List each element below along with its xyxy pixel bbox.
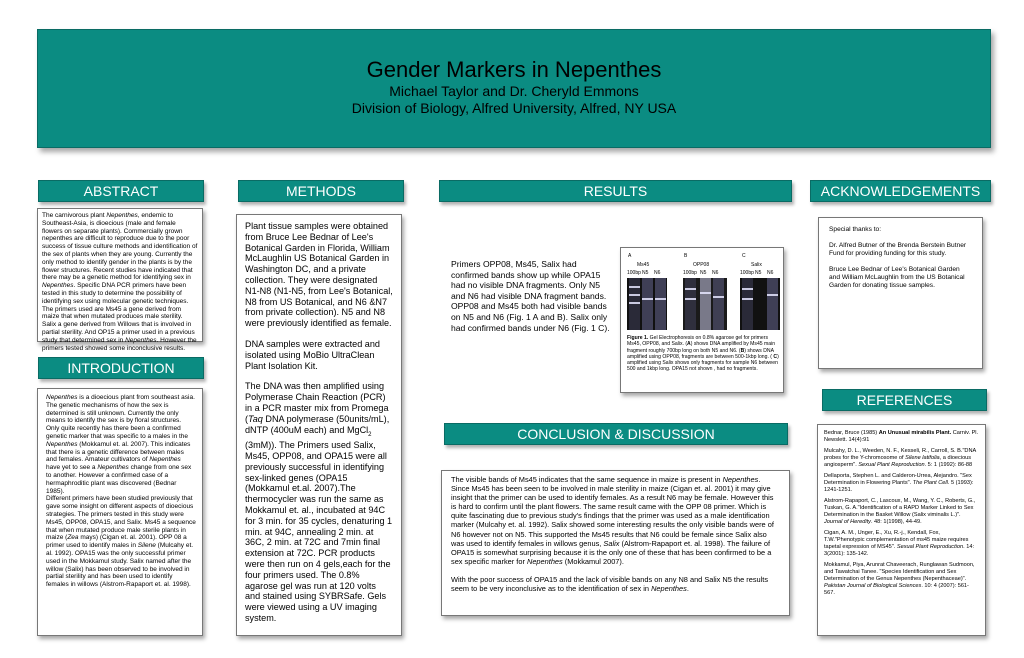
panel-c-ladder: 100bp xyxy=(740,270,754,276)
methods-p1: Plant tissue samples were obtained from Bruce Lee Bednar of Lee's Botanical Garden in Florida, William McLaughlin US Botanical Garden in Washington DC, and a private collection. They were designated N1-N8 (N1-N5, from Lee's Botanical, N8 from US Botanical, and N6 &N7 from private collection). N5 and N8 were previously identified as female. xyxy=(245,221,393,329)
conclusion-heading: CONCLUSION & DISCUSSION xyxy=(444,423,788,445)
ack-thanks: Special thanks to: xyxy=(829,226,882,233)
conclusion-box xyxy=(441,470,790,616)
introduction-p1: Nepenthes is a dioecious plant from southeast asia. The genetic mechanisms of how the sex is determined is still unknown. Currently the only means to identify the sex is by floral structures. Only quite recently has there been a confirmed genetic marker that was specific to a males in the Nepenthes (Mokkamul et. al. 2007). This indicates that there is a genetic difference between males and females. Amateur cultivators of Nepenthes have yet to see a Nepenthes change from one sex to another. However a confirmed case of a hermaphroditic plant was discovered (Bednar 1985). xyxy=(46,394,195,495)
panel-b-ladder: 100bp xyxy=(683,270,697,276)
panel-c-n5: N5 xyxy=(755,270,762,276)
poster-title: Gender Markers in Nepenthes xyxy=(366,57,662,82)
methods-p2: DNA samples were extracted and isolated using MoBio UltraClean Plant Isolation Kit. xyxy=(245,338,380,371)
reference-6: Mokkamul, Piya, Arunrat Chaveerach, Runglawan Sudmoon, and Tawatchai Tanee. "Species Identification and Sex Determination of the Genus Nepenthes (Nepenthaceae)". Pakistan Journal of Biological Sciences. 10: 4 (2007): 561-567. xyxy=(824,562,975,596)
reference-2: Mulcahy, D. L., Weeden, N. F., Kesseli, R., Carroll, S. B."DNA probes for the Y-chromosome of Silene latifolia, a dioecious angiosperm". Sexual Plant Reproduction. 5: 1 (1992): 86-88 xyxy=(824,448,976,468)
gel-image-salix xyxy=(740,278,780,330)
panel-b-letter: B xyxy=(684,253,688,259)
reference-3: Dellaporta, Stephen L. and Calderon-Urrea, Alejandro. "Sex Determination in Flowering Plants". The Plant Cell. 5 (1993): 1241-1251. xyxy=(824,473,974,493)
conclusion-p1: The visible bands of Ms45 indicates that the same sequence in maize is present in Nepenthes. Since Ms45 has been seen to be involved in male sterility in maize (Cigan et. al. 2001) it may give insight that the primer can be used to identify females. As a result N6 may be female. However this is hard to confirm until the plant flowers. The same result came with the OPP 08 primer. Which is quite fascinating due to previous study's findings that the primer was used as a male identification marker (Mulcahy et. al. 1992). Salix showed some interesting results the only visible bands were of N6 however not on N5. This supported the Ms45 results that N6 could be female since Salix also was used to identify females in willows genus, Salix (Alstrom-Rapaport et. al. 1998). The failure of OPA15 is somewhat surprising because it is the only one of these that has been confirmed to be a sex specific marker for Nepenthes (Mokkamul 2007). xyxy=(451,475,774,566)
panel-b-n6: N6 xyxy=(712,270,719,276)
methods-heading: METHODS xyxy=(238,180,404,202)
gel-image-ms45 xyxy=(627,278,667,330)
introduction-heading: INTRODUCTION xyxy=(38,357,204,379)
poster-affiliation: Division of Biology, Alfred University, Alfred, NY USA xyxy=(351,100,677,116)
introduction-p2: Different primers have been studied previously that gave some insight on different aspects of dioecious strategies. The primers tested in this study were Ms45, OPP08, OPA15, and Salix. Ms45 a sequence that when mutated produce male sterile plants in maize (Zea mays) (Cigan et. al. 2001). OPP 08 a primer used to identify males in Silene (Mulcahy et. al. 1992). OPA15 was the only successful primer used in the Mokkamul study. Salix named after the willow (Salix) has been observed to be involved in partial sterility and has been used to identify females in willows (Alstrom-Rapaport et. al. 1998). xyxy=(46,495,196,589)
panel-c-primer: Salix xyxy=(751,262,762,268)
panel-a-n6: N6 xyxy=(654,270,661,276)
panel-c-n6: N6 xyxy=(767,270,774,276)
acknowledgements-box xyxy=(818,217,983,369)
panel-a-ladder: 100bp xyxy=(627,270,641,276)
conclusion-p2: With the poor success of OPA15 and the lack of visible bands on any N8 and Salix N5 the results seem to be very inconclusive as to the identification of sex in Nepenthes. xyxy=(451,574,769,594)
methods-box xyxy=(236,214,402,636)
poster-header xyxy=(37,29,991,148)
panel-a-letter: A xyxy=(628,253,632,259)
ack-p1: Dr. Alfred Butner of the Brenda Berstein Butner Fund for providing funding for this study. xyxy=(829,242,967,257)
panel-a-n5: N5 xyxy=(642,270,649,276)
methods-p3: The DNA was then amplified using Polymerase Chain Reaction (PCR) in a PCR master mix from Promega (Taq DNA polymerase (50units/mL), dNTP (400uM each) and MgCl$_2$ (3mM)). The Primers used Salix, Ms45, OPP08, and OPA15 were all previously successful in identifying sex-linked genes (OPA15 (Mokkamul et.al. 2007).The thermocycler was run the same as Mokkamul et. al., incubated at 94C for 3 min. for 35 cycles, denaturing 1 min. at 94C, annealing 2 min. at 36C, 2 min. at 72C and 7min final extension at 72C. PCR products were then run on 4 gels,each for the four primers used. The 0.8% agarose gel was run at 120 volts and stained using SYBRSafe. Gels were viewed using a UV imaging system. xyxy=(245,381,393,623)
panel-a-primer: Ms45 xyxy=(637,262,650,268)
introduction-box xyxy=(37,388,203,636)
panel-b-primer: OPP08 xyxy=(693,262,710,268)
panel-c-letter: C xyxy=(742,253,746,259)
references-heading: REFERENCES xyxy=(822,389,987,411)
abstract-box xyxy=(37,208,203,352)
reference-4: Alstrom-Rapaport, C., Lascoux, M., Wang, Y. C., Roberts, G., Tuskan, G. A."Identification of a RAPD Marker Linked to Sex Determination in the Basket Willow (Salix viminalis L.)". Journal of Heredity. 48: 1(1998), 44-49. xyxy=(824,498,976,525)
abstract-heading: ABSTRACT xyxy=(38,180,204,202)
figure-1-caption: Figure 1. Gel Electrophoresis on 0.8% agarose gel for primers Ms45, OPP08, and Salix. (A) shows DNA amplified by Ms45 main fragment roughly 700bp long on both N5 and N6. (B) shows DNA amplified using OPP08, fragments are between 500-1kbp long. ( C) amplified using Salix shows only fragments for sample N6 between 500 and 1kbp long. OPA15 not shown , had no fragments. xyxy=(627,335,779,373)
references-box xyxy=(817,424,986,636)
acknowledgements-heading: ACKNOWLEDGEMENTS xyxy=(810,180,991,202)
ack-p2: Bruce Lee Bednar of Lee's Botanical Garden and William McLaughlin from the US Botanical Garden for donating tissue samples. xyxy=(829,266,965,289)
panel-b-n5: N5 xyxy=(700,270,707,276)
reference-5: Cigan, A. M., Unger, E., Xu, R.-j., Kendall, Fox, T.W."Phenotypic complementation of ms45 maize requires tapetal expression of MS45". Sexual Plant Reproduction. 14: 3(2001): 135-142. xyxy=(824,530,975,557)
reference-1: Bednar, Bruce (1985) An Unusual mirabilis Plant. Carniv. Pl. Newslett. 14(4):91 xyxy=(824,430,979,443)
gel-image-opp08 xyxy=(683,278,727,330)
results-text: Primers OPP08, Ms45, Salix had confirmed bands show up while OPA15 had no visible DNA fragments. Only N5 and N6 had visible DNA fragment bands. OPP08 and Ms45 both had visible bands on N5 and N6 (Fig. 1 A and B). Salix only had confirmed bands under N6 (Fig. 1 C). xyxy=(451,259,610,333)
results-heading: RESULTS xyxy=(439,180,792,202)
figure-1 xyxy=(620,247,784,393)
poster-authors: Michael Taylor and Dr. Cheryld Emmons xyxy=(389,83,639,99)
abstract-text: The carnivorous plant Nepenthes, endemic to Southeast-Asia, is dioecious (male and female flowers on separate plants). Commercially grown nepenthes are difficult to reproduce due to the poor success of tissue culture methods and identification of the sex of plants when they are young. Currently the only method to identify gender in the plants is by the flower structures. Recent studies have indicated that there may be a genetic method for identifying sex in Nepenthes. Specific DNA PCR primers have been tested in this study to determine the possibility of identifying sex using molecular genetic techniques. The primers used are Ms45 a gene derived from maize that when mutated produces male sterility. Salix a gene derived from Willows that is involved in partial sterility. And OP15 a primer used in a previous study that determined sex in Nepenthes. However the primers tested showed some inconclusive results. xyxy=(42,212,198,352)
